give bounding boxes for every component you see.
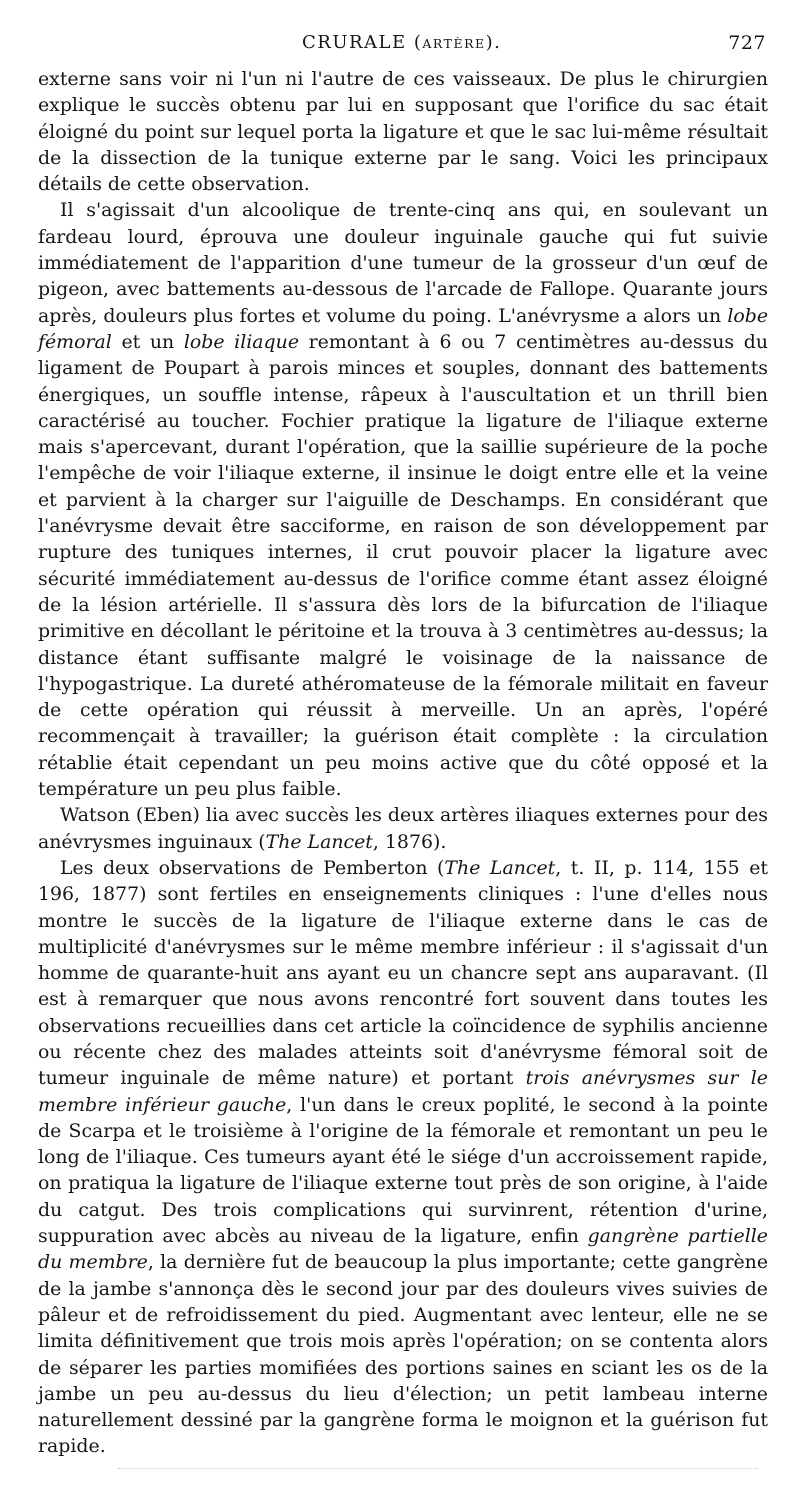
paragraph-4-text-d: , la dernière fut de beaucoup la plus importante; cette gangrène de la jambe s'annonça dès le second jour par des douleurs vives suivies de pâleur et de refroidissement du pied. Augmentant avec lenteur, elle ne se limita définitivement que trois mois après l'opération; on se contenta alors de séparer les parties momifiées des portions saines en sciant les os de la jambe un peu au-dessus du lieu d'élection; un petit lambeau interne naturellement dessiné par la gangrène forma le moignon et la guérison fut rapide.	[38, 1251, 769, 1458]
paragraph-3-italic-a: The Lancet	[265, 830, 373, 853]
paragraph-4-italic-b: trois anévrysmes sur le membre inférieur gauche	[38, 1067, 768, 1116]
paragraph-3-text-b: , 1876).	[372, 830, 447, 853]
paragraph-4	[38, 855, 768, 1460]
paragraph-2-text-a: Il s'agissait d'un alcoolique de trente-cinq ans qui, en soulevant un fardeau lourd, éprouva une douleur inguinale gauche qui fut suivie immédiatement de l'apparition d'une tumeur de la grosseur d'un œuf de pigeon, avec battements au-dessous de l'arcade de Fallope. Quarante jours après, douleurs plus fortes et volume du poing. L'anévrysme a alors un	[38, 199, 768, 327]
paragraph-3	[38, 802, 768, 855]
page-number: 727	[728, 32, 766, 54]
running-title	[302, 32, 501, 53]
paragraph-4-text-b: , t. II, p. 114, 155 et 196, 1877) sont fertiles en enseignements cliniques : l'une d'elles nous montre le succès de la ligature de l'iliaque externe dans le cas de multiplicité d'anévrysmes sur le même membre inférieur : il s'agissait d'un homme de quarante-huit ans ayant eu un chancre sept ans auparavant. (Il est à remarquer que nous avons rencontré fort souvent dans toutes les observations recueillies dans cet article la coïncidence de syphilis ancienne ou récente chez des malades atteints soit d'anévrysme fémoral soit de tumeur inguinale de même nature) et portant	[38, 856, 768, 1090]
paragraph-3-text-a: Watson (Eben) lia avec succès les deux artères iliaques externes pour des anévrysmes inguinaux (	[38, 804, 768, 853]
paragraph-4-italic-a: The Lancet	[444, 856, 556, 879]
paragraph-2-italic-a: lobe fémoral	[38, 304, 768, 353]
running-title-smallcaps: ARTÈRE	[422, 36, 486, 51]
paragraph-2	[38, 197, 768, 802]
paragraph-2-text-b: et un	[111, 330, 184, 353]
running-title-close: ).	[485, 32, 502, 53]
paragraph-1	[38, 66, 768, 197]
paragraph-2-italic-b: lobe iliaque	[183, 330, 299, 353]
running-head	[0, 32, 800, 58]
paragraph-1-text: externe sans voir ni l'un ni l'autre de ces vaisseaux. De plus le chirurgien explique le succès obtenu par lui en supposant que l'orifice du sac était éloigné du point sur lequel porta la ligature et que le sac lui-même résultait de la dissection de la tunique externe par le sang. Voici les principaux détails de cette observation.	[38, 68, 768, 196]
paragraph-4-italic-c: gangrène partielle du membre	[38, 1225, 768, 1274]
paragraph-4-text-c: , l'un dans le creux poplité, le second à la pointe de Scarpa et le troisième à l'origine de la fémorale et remontant un peu le long de l'iliaque. Ces tumeurs ayant été le siége d'un accroissement rapide, on pratiqua la ligature de l'iliaque externe tout près de son origine, à l'aide du catgut. Des trois complications qui survinrent, rétention d'urine, suppuration avec abcès au niveau de la ligature, enfin	[38, 1093, 769, 1248]
bottom-bleed-through-line	[118, 1468, 758, 1469]
body-text	[38, 66, 768, 1460]
paragraph-4-text-a: Les deux observations de Pemberton (	[60, 856, 445, 879]
paragraph-2-text-c: remontant à 6 ou 7 centimètres au-dessus du ligament de Poupart à parois minces et souples, donnant des battements énergiques, un souffle intense, râpeux à l'auscultation et un thrill bien caractérisé au toucher. Fochier pratique la ligature de l'iliaque externe mais s'apercevant, durant l'opération, que la saillie supérieure de la poche l'empêche de voir l'iliaque externe, il insinue le doigt entre elle et la veine et parvient à la charger sur l'aiguille de Deschamps. En considérant que l'anévrysme devait être sacciforme, en raison de son développement par rupture des tuniques internes, il crut pouvoir placer la ligature avec sécurité immédiatement au-dessus de l'orifice comme étant assez éloigné de la lésion artérielle. Il s'assura dès lors de la bifurcation de l'iliaque primitive en décollant le péritoine et la trouva à 3 centimètres au-dessus; la distance étant suffisante malgré le voisinage de la naissance de l'hypogastrique. La dureté athéromateuse de la fémorale militait en faveur de cette opération qui réussit à merveille. Un an après, l'opéré recommençait à travailler; la guérison était complète : la circulation rétablie était cependant un peu moins active que du côté opposé et la température un peu plus faible.	[38, 330, 768, 801]
running-title-main: CRURALE (	[302, 32, 423, 53]
